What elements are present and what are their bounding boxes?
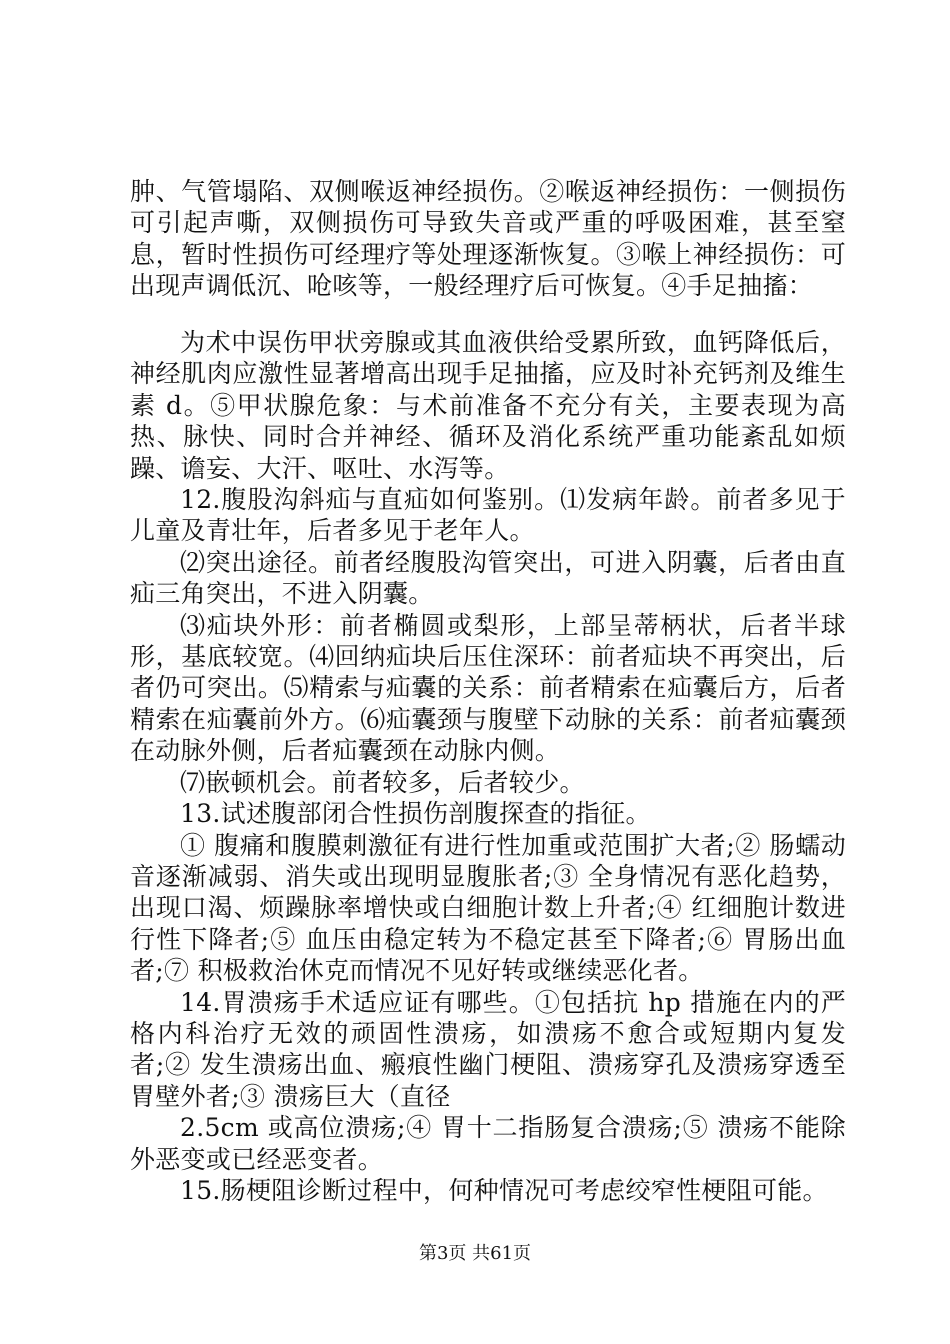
- paragraph-q12-intro: 12.腹股沟斜疝与直疝如何鉴别。⑴发病年龄。前者多见于儿童及青壮年，后者多见于老年人。: [130, 485, 846, 546]
- paragraph-q14-indications: 14.胃溃疡手术适应证有哪些。①包括抗 hp 措施在内的严格内科治疗无效的顽固性溃疡，如溃疡不愈合或短期内复发者;② 发生溃疡出血、瘢痕性幽门梗阻、溃疡穿孔及溃疡穿透至胃壁外者;③ 溃疡巨大（直径: [130, 987, 846, 1111]
- paragraph-q12-route: ⑵突出途径。前者经腹股沟管突出，可进入阴囊，后者由直疝三角突出，不进入阴囊。: [130, 547, 846, 609]
- paragraph-q14-continued: 2.5cm 或高位溃疡;④ 胃十二指肠复合溃疡;⑤ 溃疡不能除外恶变或已经恶变者。: [130, 1113, 846, 1174]
- page-footer: 第3页 共61页: [418, 1243, 532, 1264]
- paragraph-q13-indications: ① 腹痛和腹膜刺激征有进行性加重或范围扩大者;② 肠蠕动音逐渐减弱、消失或出现明显腹胀者;③ 全身情况有恶化趋势，出现口渴、烦躁脉率增快或白细胞计数上升者;④ 红细胞计数进行性下降者;⑤ 血压由稳定转为不稳定甚至下降者;⑥ 胃肠出血者;⑦ 积极救治休克而情况不见好转或继续恶化者。: [130, 830, 846, 986]
- paragraph-thyroid-complications: 肿、气管塌陷、双侧喉返神经损伤。②喉返神经损伤：一侧损伤可引起声嘶，双侧损伤可导致失音或严重的呼吸困难，甚至窒息，暂时性损伤可经理疗等处理逐渐恢复。③喉上神经损伤：可出现声调低沉、呛咳等，一般经理疗后可恢复。④手足抽搐：: [130, 177, 846, 301]
- paragraph-tetany-crisis: 为术中误伤甲状旁腺或其血液供给受累所致，血钙降低后，神经肌肉应激性显著增高出现手足抽搐，应及时补充钙剂及维生素 d。⑤甲状腺危象：与术前准备不充分有关，主要表现为高热、脉快、同时合并神经、循环及消化系统严重功能紊乱如烦躁、谵妄、大汗、呕吐、水泻等。: [130, 328, 846, 483]
- paragraph-q15-title: 15.肠梗阻诊断过程中，何种情况可考虑绞窄性梗阻可能。: [180, 1175, 828, 1205]
- text-block-main: [130, 327, 846, 1206]
- paragraph-q12-shape: ⑶疝块外形：前者椭圆或梨形，上部呈蒂柄状，后者半球形，基底较宽。⑷回纳疝块后压住深环：前者疝块不再突出，后者仍可突出。⑸精索与疝囊的关系：前者精索在疝囊后方，后者精索在疝囊前外方。⑹疝囊颈与腹壁下动脉的关系：前者疝囊颈在动脉外侧，后者疝囊颈在动脉内侧。: [130, 610, 846, 766]
- paragraph-q13-title: 13.试述腹部闭合性损伤剖腹探查的指征。: [180, 799, 651, 829]
- text-block-top: [130, 176, 846, 302]
- paragraph-q12-incarceration: ⑺嵌顿机会。前者较多，后者较少。: [180, 767, 585, 797]
